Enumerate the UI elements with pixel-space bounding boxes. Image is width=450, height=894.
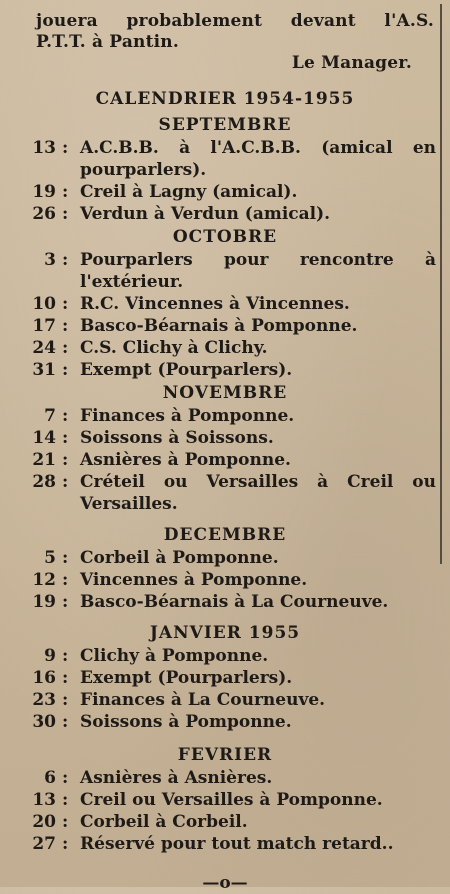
entry-day: 21 — [32, 450, 56, 470]
month-heading: NOVEMBRE — [162, 383, 288, 403]
entry-text: Vincennes à Pomponne. — [80, 570, 308, 590]
entry-text: Réservé pour tout match retard.. — [80, 834, 394, 854]
entry-day: 5 — [44, 548, 56, 568]
entry-text: R.C. Vincennes à Vincennes. — [80, 294, 350, 314]
entry-text: Basco-Béarnais à Pomponne. — [80, 316, 358, 336]
entry-text: Finances à Pomponne. — [80, 406, 295, 426]
entry-text: Creil ou Versailles à Pomponne. — [80, 790, 383, 810]
entry-text: Clichy à Pomponne. — [80, 646, 269, 666]
entry-colon: : — [62, 472, 69, 492]
entry-colon: : — [62, 712, 69, 732]
entry-day: 20 — [32, 812, 56, 832]
entry-colon: : — [62, 250, 69, 270]
entry-colon: : — [62, 450, 69, 470]
entry-text: Corbeil à Corbeil. — [80, 812, 248, 832]
entry-colon: : — [62, 428, 69, 448]
entry-text: Exempt (Pourparlers). — [80, 668, 293, 688]
entry-day: 9 — [44, 646, 56, 666]
entry-day: 6 — [44, 768, 56, 788]
intro-word: probablement — [126, 11, 263, 31]
month-heading: FEVRIER — [177, 745, 273, 765]
entry-day: 14 — [32, 428, 56, 448]
intro-word: devant — [290, 11, 356, 31]
month-heading: OCTOBRE — [172, 227, 278, 247]
entry-text: C.S. Clichy à Clichy. — [80, 338, 268, 358]
entry-colon: : — [62, 360, 69, 380]
entry-day: 13 — [32, 790, 56, 810]
month-heading: DECEMBRE — [163, 525, 287, 545]
entry-colon: : — [62, 138, 69, 158]
entry-colon: : — [62, 834, 69, 854]
entry-day: 7 — [44, 406, 56, 426]
entry-colon: : — [62, 406, 69, 426]
entry-text: Asnières à Asnières. — [80, 768, 273, 788]
entry-continuation: l'extérieur. — [80, 272, 184, 292]
entry-day: 19 — [32, 182, 56, 202]
end-mark: —o— — [202, 873, 248, 893]
entry-day: 16 — [32, 668, 56, 688]
entry-colon: : — [62, 812, 69, 832]
entry-text: Créteil ou Versailles à Creil ou — [80, 472, 436, 492]
intro-line-2: P.T.T. à Pantin. — [36, 32, 179, 52]
month-heading: JANVIER 1955 — [149, 623, 301, 643]
entry-text: Creil à Lagny (amical). — [80, 182, 298, 202]
entry-colon: : — [62, 204, 69, 224]
entry-day: 3 — [44, 250, 56, 270]
entry-colon: : — [62, 294, 69, 314]
entry-colon: : — [62, 668, 69, 688]
entry-day: 30 — [32, 712, 56, 732]
entry-text: Exempt (Pourparlers). — [80, 360, 293, 380]
entry-day: 27 — [32, 834, 56, 854]
intro-word: l'A.S. — [384, 11, 434, 31]
entry-day: 12 — [32, 570, 56, 590]
entry-continuation: pourparlers). — [80, 160, 207, 180]
entry-day: 26 — [32, 204, 56, 224]
entry-day: 19 — [32, 592, 56, 612]
entry-day: 13 — [32, 138, 56, 158]
entry-text: Corbeil à Pomponne. — [80, 548, 279, 568]
entry-day: 24 — [32, 338, 56, 358]
signature: Le Manager. — [291, 53, 412, 73]
entry-colon: : — [62, 182, 69, 202]
intro-word: jouera — [36, 11, 98, 31]
entry-day: 28 — [32, 472, 56, 492]
entry-colon: : — [62, 646, 69, 666]
entry-text: Soissons à Soissons. — [80, 428, 274, 448]
calendar-title: CALENDRIER 1954-1955 — [95, 89, 355, 109]
month-heading: SEPTEMBRE — [158, 115, 292, 135]
entry-day: 31 — [32, 360, 56, 380]
entry-day: 10 — [32, 294, 56, 314]
entry-text: Verdun à Verdun (amical). — [80, 204, 331, 224]
entry-text: Asnières à Pomponne. — [80, 450, 291, 470]
entry-text: Finances à La Courneuve. — [80, 690, 326, 710]
entry-day: 17 — [32, 316, 56, 336]
entry-day: 23 — [32, 690, 56, 710]
entry-colon: : — [62, 592, 69, 612]
entry-colon: : — [62, 548, 69, 568]
entry-colon: : — [62, 338, 69, 358]
entry-colon: : — [62, 570, 69, 590]
entry-text: Pourparlers pour rencontre à — [80, 250, 436, 270]
entry-text: Basco-Béarnais à La Courneuve. — [80, 592, 389, 612]
entry-text: A.C.B.B. à l'A.C.B.B. (amical en — [80, 138, 436, 158]
entry-colon: : — [62, 316, 69, 336]
entry-text: Soissons à Pomponne. — [80, 712, 292, 732]
intro-line-1 — [36, 10, 434, 32]
entry-colon: : — [62, 768, 69, 788]
entry-continuation: Versailles. — [80, 494, 178, 514]
entry-colon: : — [62, 790, 69, 810]
entry-colon: : — [62, 690, 69, 710]
